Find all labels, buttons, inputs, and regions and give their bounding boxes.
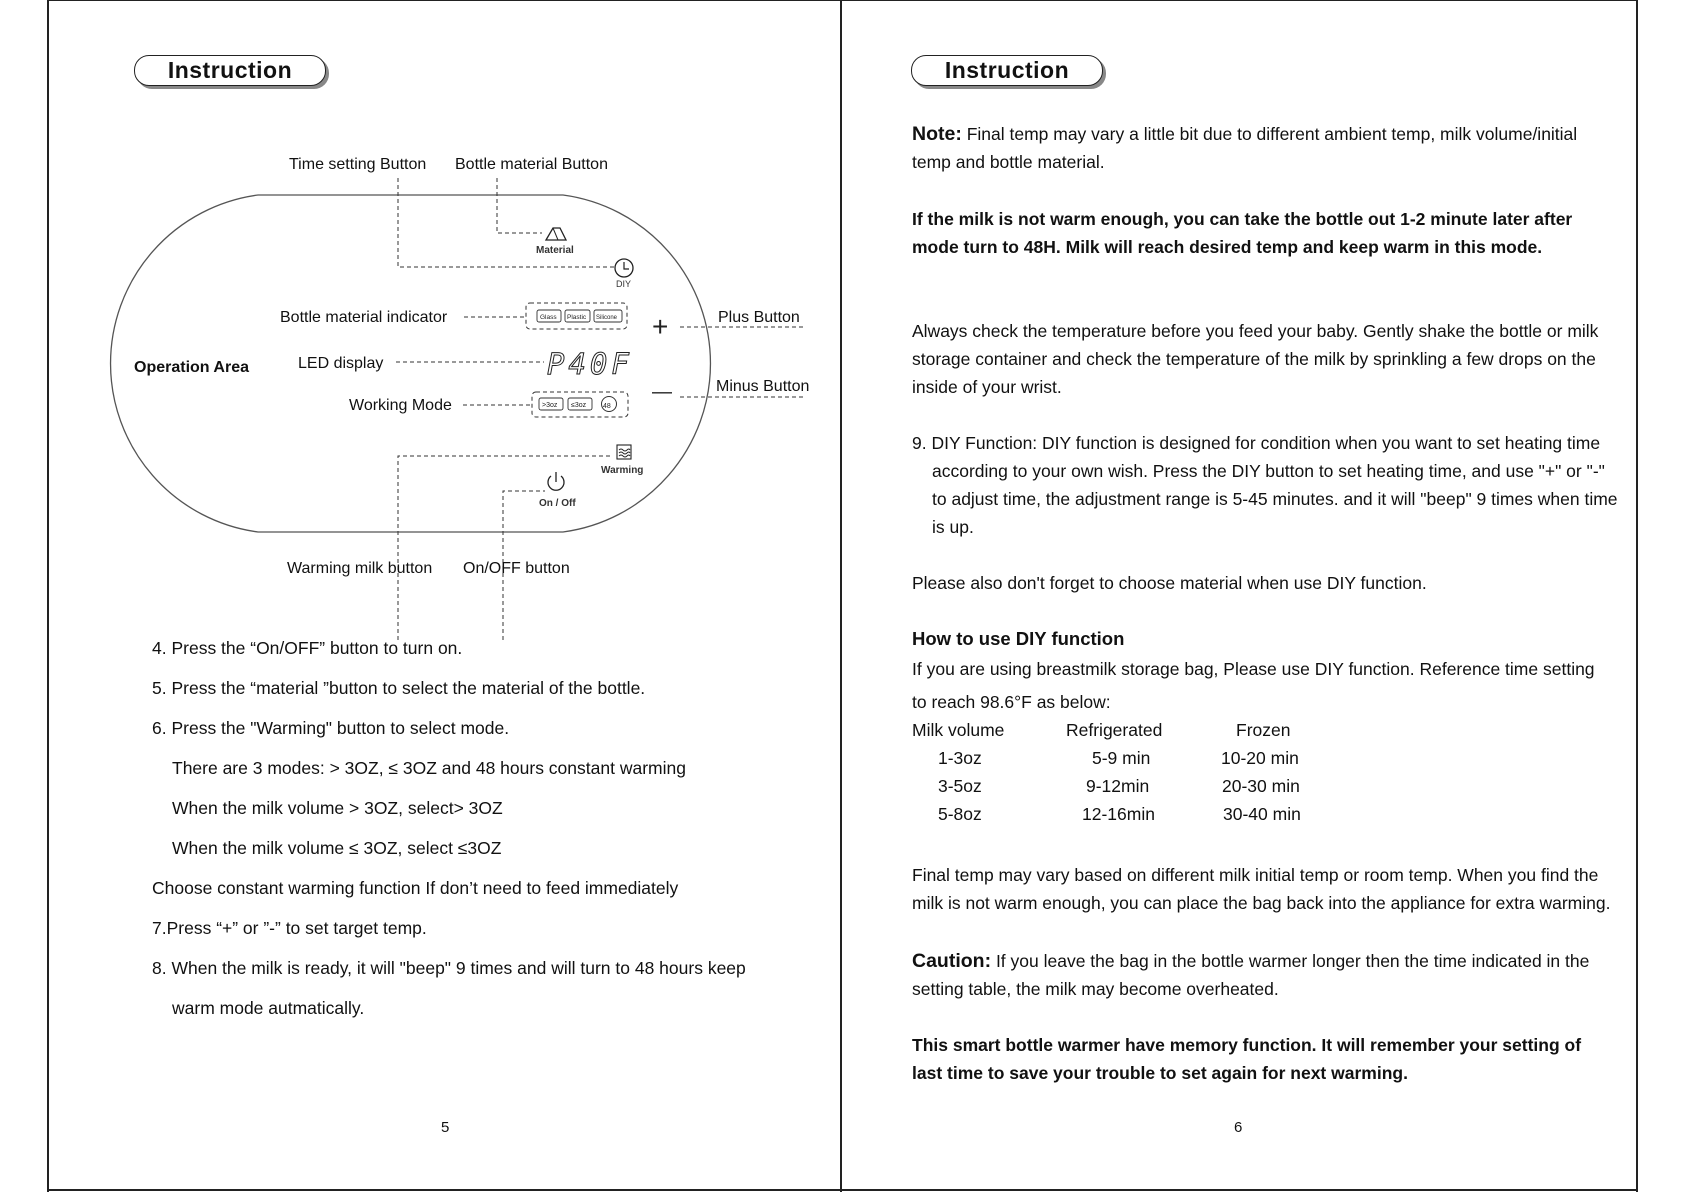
- table-row-2-frozen: 20-30 min: [1222, 776, 1300, 796]
- right-page-header: Instruction: [911, 55, 1103, 86]
- caution-label: Caution:: [912, 950, 992, 972]
- chip-silicone: Silicone: [596, 315, 618, 321]
- frame-right-border: [1636, 0, 1638, 1192]
- material-icon-label: Material: [536, 245, 574, 256]
- memory-function-paragraph: This smart bottle warmer have memory function. It will remember your setting of last time to save your trouble to set again for next warming.: [912, 1035, 1582, 1083]
- table-row-3-frozen: 30-40 min: [1223, 804, 1301, 824]
- plus-symbol: +: [652, 311, 669, 342]
- chip-over-3oz: >3oz: [542, 402, 558, 409]
- table-row-3-refrigerated: 12-16min: [1082, 804, 1155, 824]
- warming-icon: [617, 445, 631, 459]
- plus-button-label: Plus Button: [718, 309, 800, 326]
- chip-48h: 48: [603, 403, 611, 410]
- table-row-1-refrigerated: 5-9 min: [1092, 748, 1151, 768]
- note-label: Note:: [912, 123, 962, 145]
- check-temperature-paragraph: Always check the temperature before you feed your baby. Gently shake the bottle or milk storage container and check the temperature of the milk by sprinkling a few drops on the inside of your wrist.: [912, 321, 1599, 397]
- step-8-continued: warm mode autmatically.: [172, 998, 365, 1018]
- chip-under-3oz: ≤3oz: [571, 402, 587, 409]
- left-page-header: Instruction: [134, 55, 326, 86]
- right-page: [841, 0, 1636, 1192]
- table-row-2-volume: 3-5oz: [938, 776, 982, 796]
- howto-heading: How to use DIY function: [912, 628, 1125, 649]
- table-row-2-refrigerated: 9-12min: [1086, 776, 1150, 796]
- left-page-number: 5: [441, 1119, 450, 1136]
- step-5: 5. Press the “material ”button to select the material of the bottle.: [152, 678, 646, 698]
- onoff-button-label: On/OFF button: [463, 560, 570, 577]
- step-8: 8. When the milk is ready, it will "beep" 9 times and will turn to 48 hours keep: [152, 958, 746, 978]
- left-page: [48, 0, 841, 1192]
- power-icon: [548, 472, 564, 490]
- chip-glass: Glass: [540, 314, 557, 321]
- step-6-over-3oz: When the milk volume > 3OZ, select> 3OZ: [172, 798, 503, 818]
- onoff-icon-label: On / Off: [539, 498, 576, 509]
- step-6-under-3oz: When the milk volume ≤ 3OZ, select ≤3OZ: [172, 838, 502, 858]
- table-row-3-volume: 5-8oz: [938, 804, 982, 824]
- diy-function-paragraph: 9. DIY Function: DIY function is designed for condition when you want to set heating time according to your own wish. Press the DIY button to set heating time, and use "+" or "-" to adjust time, the adjustment range is 5-45 minutes. and it will "beep" 9 times when time is up.: [912, 433, 1618, 537]
- constant-warming-note: Choose constant warming function If don’t need to feed immediately: [152, 878, 679, 898]
- table-header-volume: Milk volume: [912, 720, 1005, 740]
- chip-plastic: Plastic: [567, 314, 587, 321]
- table-header-frozen: Frozen: [1236, 720, 1291, 740]
- howto-text: If you are using breastmilk storage bag, Please use DIY function. Reference time setting to reach 98.6°F as below:: [912, 659, 1595, 712]
- right-page-number: 6: [1234, 1119, 1243, 1136]
- mode-chips: [539, 397, 617, 412]
- warming-icon-label: Warming: [601, 465, 644, 476]
- diy-icon-label: DIY: [616, 279, 632, 289]
- table-row-1-frozen: 10-20 min: [1221, 748, 1299, 768]
- operation-area-label: Operation Area: [134, 359, 249, 376]
- warming-milk-button-label: Warming milk button: [287, 560, 433, 577]
- working-mode-label: Working Mode: [349, 397, 452, 414]
- minus-symbol: —: [652, 381, 672, 403]
- note-paragraph: [912, 120, 1612, 176]
- step-6: 6. Press the "Warming" button to select mode.: [152, 718, 510, 738]
- final-temp-paragraph: Final temp may vary based on different milk initial temp or room temp. When you find the milk is not warm enough, you can place the bag back into the appliance for extra warming.: [912, 865, 1611, 913]
- led-display-value: P40F: [547, 347, 633, 381]
- table-row-1-volume: 1-3oz: [938, 748, 982, 768]
- led-display-label: LED display: [298, 355, 384, 372]
- material-chips: [537, 310, 622, 322]
- caution-paragraph: [912, 947, 1612, 1003]
- material-reminder: Please also don't forget to choose material when use DIY function.: [912, 573, 1427, 593]
- caution-text: If you leave the bag in the bottle warmer longer then the time indicated in the setting table, the milk may become overheated.: [912, 951, 1590, 999]
- step-6-modes: There are 3 modes: > 3OZ, ≤ 3OZ and 48 hours constant warming: [172, 758, 686, 778]
- bold-tip-paragraph: If the milk is not warm enough, you can take the bottle out 1-2 minute later after mode turn to 48H. Milk will reach desired temp and keep warm in this mode.: [912, 209, 1573, 257]
- table-header-refrigerated: Refrigerated: [1066, 720, 1163, 740]
- diy-clock-icon: [615, 259, 633, 277]
- note-text: Final temp may vary a little bit due to different ambient temp, milk volume/initial temp and bottle material.: [912, 124, 1578, 172]
- material-button-icon: [546, 228, 566, 240]
- time-setting-label: Time setting Button: [289, 156, 427, 173]
- minus-button-label: Minus Button: [716, 378, 810, 395]
- step-4: 4. Press the “On/OFF” button to turn on.: [152, 638, 463, 658]
- step-7: 7.Press “+” or ”-” to set target temp.: [152, 918, 427, 938]
- material-indicator-label: Bottle material indicator: [280, 309, 448, 326]
- bottle-material-label: Bottle material Button: [455, 156, 608, 173]
